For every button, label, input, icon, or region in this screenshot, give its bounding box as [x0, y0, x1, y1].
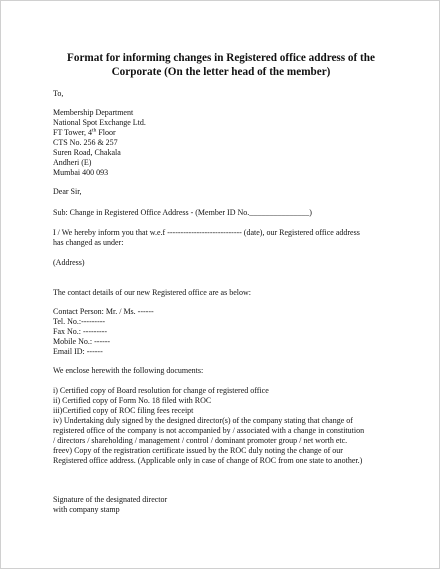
address-line: National Spot Exchange Ltd. — [53, 118, 146, 127]
salutation: Dear Sir, — [53, 187, 82, 196]
address-line: Andheri (E) — [53, 158, 92, 167]
signature-line: with company stamp — [53, 505, 120, 514]
address-line: FT Tower, 4th Floor — [53, 127, 116, 137]
address-line: Mumbai 400 093 — [53, 168, 109, 177]
contact-tel: Tel. No.:--------- — [53, 317, 106, 326]
list-item: iv) Undertaking duly signed by the designed director(s) of the company stating that change of — [53, 416, 353, 425]
contact-mobile: Mobile No.: ------ — [53, 337, 111, 346]
contact-person: Contact Person: Mr. / Ms. ------ — [53, 307, 154, 316]
list-item: freev) Copy of the registration certificate issued by the ROC duly noting the change of our — [53, 446, 343, 455]
enclose-line: We enclose herewith the following documents: — [53, 366, 204, 375]
address-placeholder: (Address) — [53, 258, 85, 267]
subject-line: Sub: Change in Registered Office Address - (Member ID No._______________) — [53, 208, 312, 217]
address-line: Membership Department — [53, 108, 134, 117]
address-line: Suren Road, Chakala — [53, 148, 121, 157]
recipient-address — [53, 108, 393, 178]
contact-email: Email ID: ------ — [53, 347, 103, 356]
list-item: iii)Certified copy of ROC filing fees receipt — [53, 406, 194, 415]
title-line-1: Format for informing changes in Registered office address of the — [67, 52, 375, 64]
document-title — [41, 51, 401, 79]
contact-fax: Fax No.: --------- — [53, 327, 107, 336]
contact-details — [53, 307, 393, 357]
to-label: To, — [53, 89, 64, 98]
signature-block — [53, 495, 393, 515]
list-item: / directors / shareholding / management / control / dominant promoter group / net worth etc. — [53, 436, 348, 445]
list-item: Registered office address. (Applicable only in case of change of ROC from one state to another.) — [53, 456, 363, 465]
list-item: i) Certified copy of Board resolution for change of registered office — [53, 386, 269, 395]
address-line: CTS No. 256 & 257 — [53, 138, 118, 147]
document-list — [53, 386, 393, 466]
signature-line: Signature of the designated director — [53, 495, 168, 504]
list-item: ii) Certified copy of Form No. 18 filed with ROC — [53, 396, 212, 405]
list-item: registered office of the company is not accompanied by / associated with a change in constitution — [53, 426, 365, 435]
contact-intro: The contact details of our new Registered office are as below: — [53, 288, 251, 297]
title-line-2: Corporate (On the letter head of the member) — [111, 66, 331, 78]
inform-paragraph: I / We hereby inform you that w.e.f ---------------------------- (date), our Registered office address has changed as under: — [53, 228, 360, 247]
